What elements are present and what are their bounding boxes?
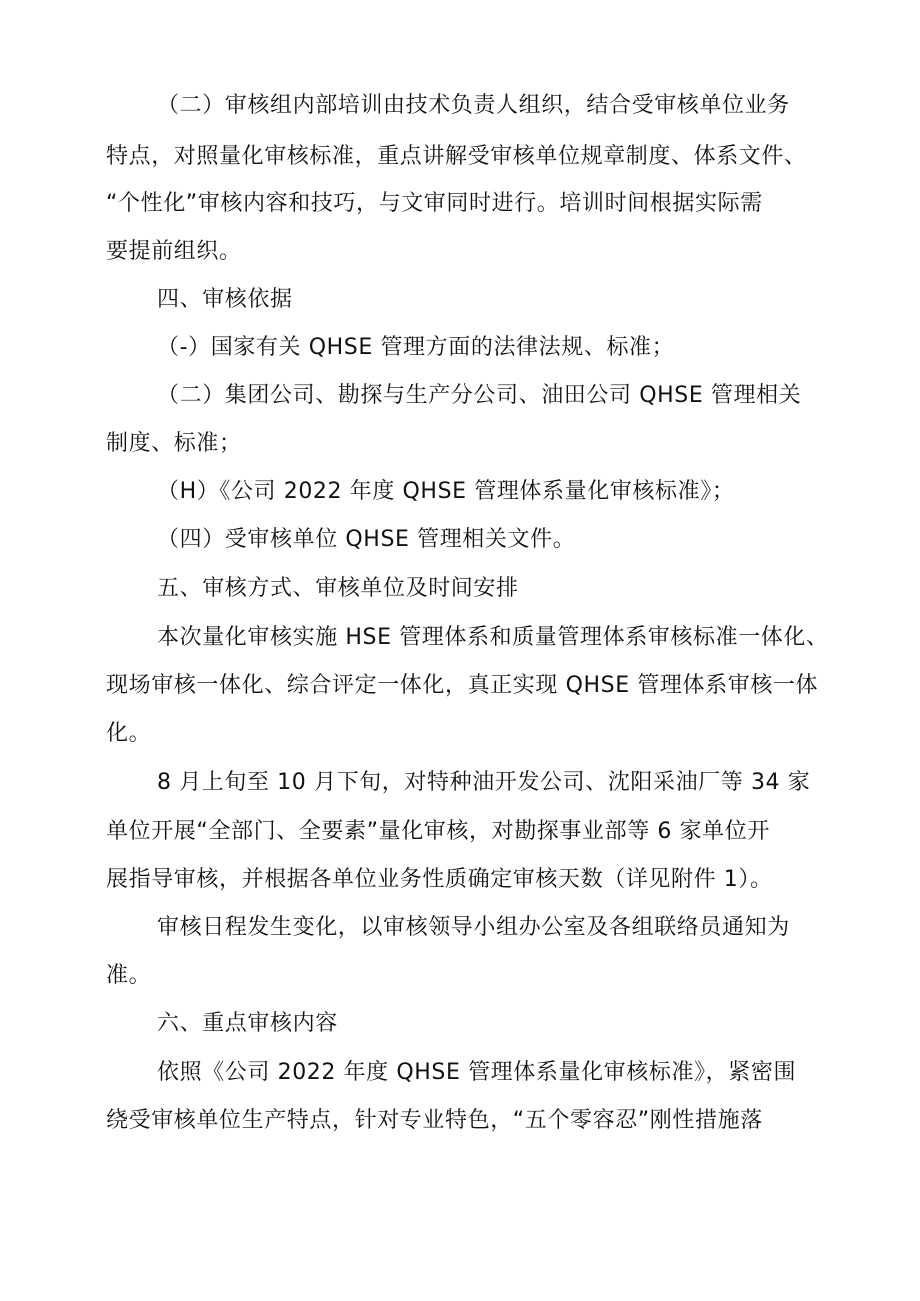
paragraph-line: 现场审核一体化、综合评定一体化，真正实现 QHSE 管理体系审核一体 bbox=[106, 673, 819, 698]
paragraph-line: “个性化”审核内容和技巧，与文审同时进行。培训时间根据实际需 bbox=[106, 191, 763, 216]
paragraph-line: （H）《公司 2022 年度 QHSE 管理体系量化审核标准》； bbox=[157, 479, 735, 504]
paragraph-line: 准。 bbox=[106, 963, 152, 988]
paragraph-line: （二）审核组内部培训由技术负责人组织，结合受审核单位业务 bbox=[157, 93, 790, 118]
section-heading: 四、审核依据 bbox=[157, 287, 293, 312]
paragraph-line: 审核日程发生变化，以审核领导小组办公室及各组联络员通知为 bbox=[157, 915, 790, 940]
paragraph-line: （二）集团公司、勘探与生产分公司、油田公司 QHSE 管理相关 bbox=[157, 383, 802, 408]
paragraph-line: （四）受审核单位 QHSE 管理相关文件。 bbox=[157, 527, 576, 552]
paragraph-line: 制度、标准； bbox=[106, 431, 242, 456]
paragraph-line: （-）国家有关 QHSE 管理方面的法律法规、标准； bbox=[157, 335, 675, 360]
paragraph-line: 依照《公司 2022 年度 QHSE 管理体系量化审核标准》，紧密围 bbox=[157, 1060, 797, 1085]
paragraph-line: 本次量化审核实施 HSE 管理体系和质量管理体系审核标准一体化、 bbox=[157, 625, 829, 650]
section-heading: 六、重点审核内容 bbox=[157, 1011, 338, 1036]
paragraph-line: 8 月上旬至 10 月下旬，对特种油开发公司、沈阳采油厂等 34 家 bbox=[157, 770, 811, 795]
paragraph-line: 化。 bbox=[106, 721, 152, 746]
paragraph-line: 要提前组织。 bbox=[106, 239, 242, 264]
paragraph-line: 绕受审核单位生产特点，针对专业特色，“五个零容忍”刚性措施落 bbox=[106, 1108, 763, 1133]
paragraph-line: 特点，对照量化审核标准，重点讲解受审核单位规章制度、体系文件、 bbox=[106, 144, 807, 169]
section-heading: 五、审核方式、审核单位及时间安排 bbox=[157, 576, 519, 601]
paragraph-line: 展指导审核，并根据各单位业务性质确定审核天数（详见附件 1）。 bbox=[106, 867, 773, 892]
paragraph-line: 单位开展“全部门、全要素”量化审核，对勘探事业部等 6 家单位开 bbox=[106, 819, 770, 844]
